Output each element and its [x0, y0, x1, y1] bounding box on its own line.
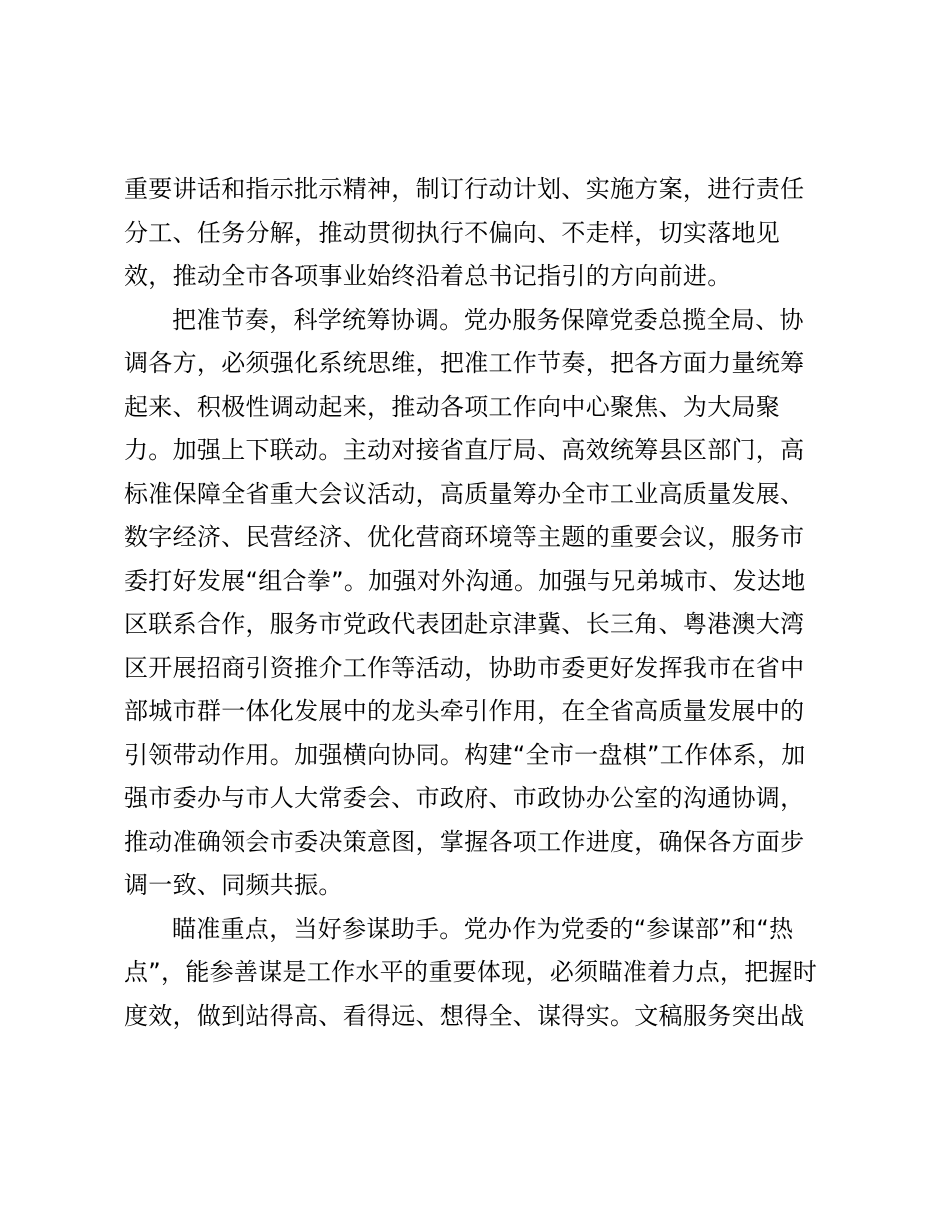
text-line: 力。加强上下联动。主动对接省直厅局、高效统筹县区部门，高: [124, 436, 805, 464]
body-text: [124, 168, 824, 1038]
text-line: 强市委办与市人大常委会、市政府、市政协办公室的沟通协调，: [124, 784, 805, 812]
text-line: 区联系合作，服务市党政代表团赴京津冀、长三角、粤港澳大湾: [124, 610, 805, 638]
text-line: 标准保障全省重大会议活动，高质量筹办全市工业高质量发展、: [124, 479, 805, 508]
text-line: 效，推动全市各项事业始终沿着总书记指引的方向前进。: [124, 262, 732, 290]
text-line: 点”，能参善谋是工作水平的重要体现，必须瞄准着力点，把握时: [124, 958, 818, 986]
text-line: 部城市群一体化发展中的龙头牵引作用，在全省高质量发展中的: [124, 697, 805, 725]
text-line: 委打好发展“组合拳”。加强对外沟通。加强与兄弟城市、发达地: [124, 566, 806, 595]
text-line: 度效，做到站得高、看得远、想得全、谋得实。文稿服务突出战: [124, 1001, 805, 1030]
text-line: 起来、积极性调动起来，推动各项工作向中心聚焦、为大局聚: [124, 392, 781, 421]
text-line: 推动准确领会市委决策意图，掌握各项工作进度，确保各方面步: [124, 827, 805, 856]
paragraph-first-line: 瞄准重点，当好参谋助手。党办作为党委的“参谋部”和“热: [172, 914, 794, 943]
text-line: 区开展招商引资推介工作等活动，协助市委更好发挥我市在省中: [124, 653, 805, 682]
text-line: 调各方，必须强化系统思维，把准工作节奏，把各方面力量统筹: [124, 349, 805, 377]
text-line: 调一致、同频共振。: [124, 871, 343, 899]
text-line: 数字经济、民营经济、优化营商环境等主题的重要会议，服务市: [124, 523, 805, 551]
text-line: 重要讲话和指示批示精神，制订行动计划、实施方案，进行责任: [124, 175, 805, 203]
text-line: 分工、任务分解，推动贯彻执行不偏向、不走样，切实落地见: [124, 218, 781, 247]
paragraph-first-line: 把准节奏，科学统筹协调。党办服务保障党委总揽全局、协: [172, 305, 804, 334]
text-line: 引领带动作用。加强横向协同。构建“全市一盘棋”工作体系，加: [124, 740, 806, 769]
